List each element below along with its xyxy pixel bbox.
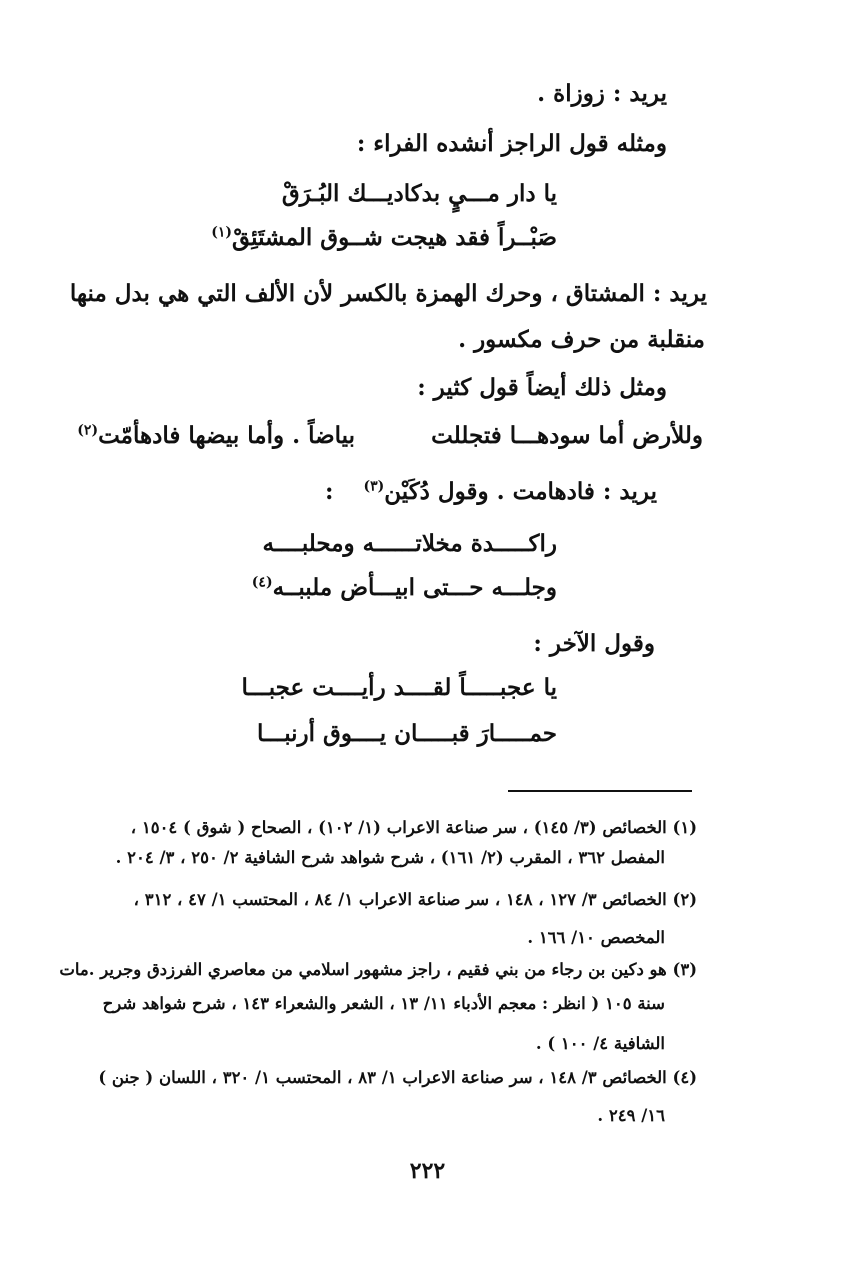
footnote-2-line-a: (٢) الخصائص ٣/ ١٢٧ ، ١٤٨ ، سر صناعة الاعراب ١/ ٨٤ ، المحتسب ١/ ٤٧ ، ٣١٢ ، xyxy=(133,890,697,909)
body-line-7: وقول الآخر : xyxy=(533,630,655,657)
footnote-marker-4: (٤) xyxy=(251,574,273,591)
footnote-3-line-c: الشافية ٤/ ١٠٠ ) . xyxy=(535,1034,665,1053)
body-line-4: منقلبة من حرف مكسور . xyxy=(458,326,705,353)
body-line-6 xyxy=(325,478,657,505)
footnote-marker-3: (٣) xyxy=(363,478,385,495)
footnote-4-line-b: ١٦/ ٢٤٩ . xyxy=(597,1106,665,1125)
verse-3-line-a: راكـــــدة مخلاتــــــه ومحلبــــه xyxy=(262,530,557,557)
footnote-marker-2: (٢) xyxy=(77,422,99,439)
body-line-6-text: يريد : فادهامت . وقول دُكَيْن xyxy=(384,478,657,505)
footnote-2-line-b: المخصص ١٠/ ١٦٦ . xyxy=(527,928,665,947)
verse-1-line-b xyxy=(211,224,557,251)
body-line-5: ومثل ذلك أيضاً قول كثير : xyxy=(417,374,667,401)
verse-2-first-hemistich: وللأرض أما سودهـــا فتجللت xyxy=(431,422,703,449)
body-line-3: يريد : المشتاق ، وحرك الهمزة بالكسر لأن الألف التي هي بدل منها xyxy=(69,280,707,307)
verse-2-second-hemistich xyxy=(77,422,355,449)
verse-4-line-a: يا عجبـــــاً لقــــد رأيــــت عجبـــا xyxy=(241,674,557,701)
footnote-3-line-a: (٣) هو دكين بن رجاء من بني فقيم ، راجز مشهور اسلامي من معاصري الفرزدق وجرير .مات xyxy=(59,960,697,979)
verse-1-line-a: يا دار مـــيٍ بدكاديـــك البُـرَقْ xyxy=(281,180,557,207)
footnote-1-line-b: المفصل ٣٦٢ ، المقرب (٢/ ١٦١) ، شرح شواهد شرح الشافية ٢/ ٢٥٠ ، ٣/ ٢٠٤ . xyxy=(115,848,665,867)
page-number: ٢٢٢ xyxy=(409,1158,446,1184)
verse-3-line-b-text: وجلـــه حـــتى ابيـــأض ملببــه xyxy=(272,574,557,601)
body-line-2: ومثله قول الراجز أنشده الفراء : xyxy=(356,130,667,157)
footnote-4-line-a: (٤) الخصائص ٣/ ١٤٨ ، سر صناعة الاعراب ١/ ٨٣ ، المحتسب ١/ ٣٢٠ ، اللسان ( جنن ) xyxy=(98,1068,697,1087)
footnote-3-line-b: سنة ١٠٥ ( انظر : معجم الأدباء ١١/ ١٣ ، الشعر والشعراء ١٤٣ ، شرح شواهد شرح xyxy=(102,994,665,1013)
footnote-separator xyxy=(508,790,692,792)
verse-3-line-b xyxy=(252,574,557,601)
footnote-marker-1: (١) xyxy=(211,224,232,241)
verse-2-second-hemistich-text: بياضاً . وأما بيضها فادهأمّت xyxy=(98,422,355,449)
body-line-6-colon: : xyxy=(324,478,334,505)
verse-4-line-b: حمـــــارَ قبـــــان يــــوق أرنبـــا xyxy=(256,720,557,747)
verse-1-line-b-text: صَبْــراً فقد هيجت شــوق المشتَئِقْ xyxy=(231,224,557,251)
footnote-1-line-a: (١) الخصائص (٣/ ١٤٥) ، سر صناعة الاعراب (١/ ١٠٢) ، الصحاح ( شوق ) ١٥٠٤ ، xyxy=(130,818,697,837)
body-line-1: يريد : زوزاة . xyxy=(537,80,667,107)
